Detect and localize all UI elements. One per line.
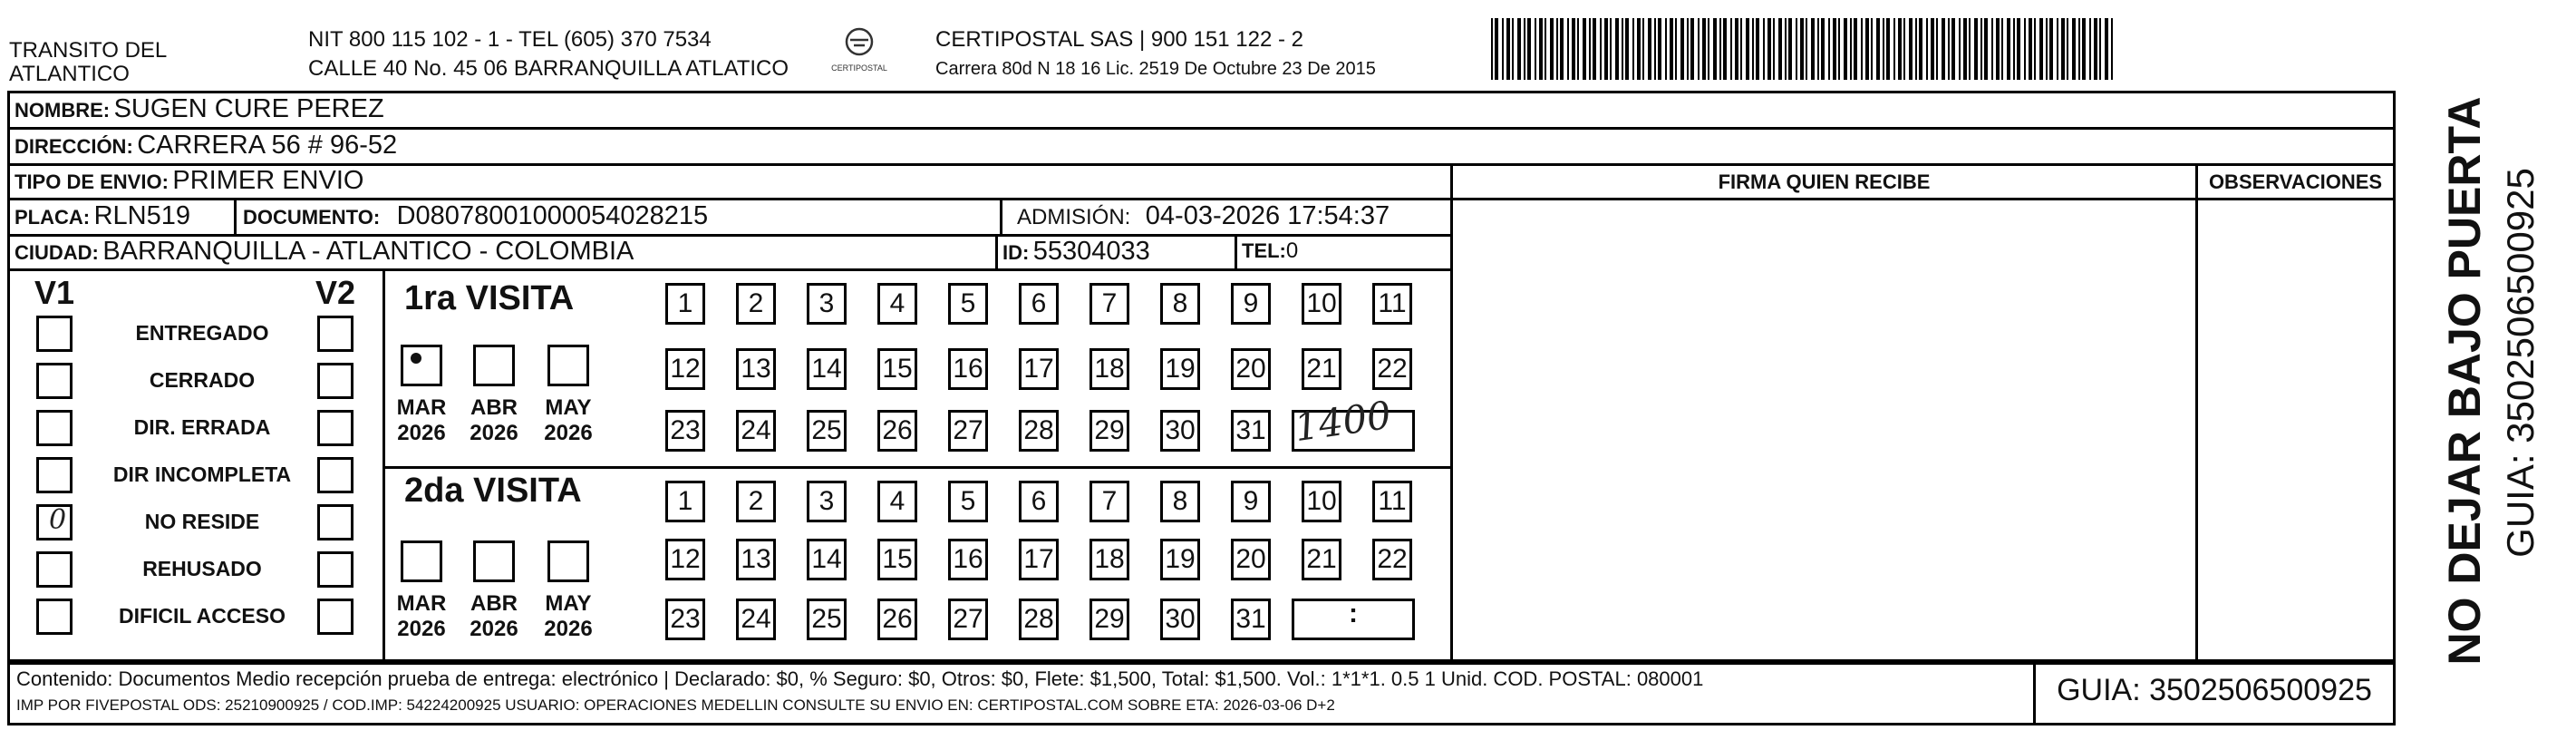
barcode-bar [1610,18,1612,80]
tel-label: TEL: [1242,239,1286,262]
barcode-bar [1550,18,1554,80]
barcode-bar [1963,18,1967,80]
barcode-bar [1746,18,1749,80]
status-label: ENTREGADO [135,321,269,345]
barcode-bar [1756,18,1759,80]
status-label: DIFICIL ACCESO [118,604,286,628]
barcode-bar [1735,18,1738,80]
v2-checkbox[interactable] [317,599,353,635]
certipostal-logo-icon [816,25,906,80]
barcode-bar [2089,18,2091,80]
first-visit-day-box[interactable]: 2 [736,283,776,325]
footer-imp: IMP POR FIVEPOSTAL ODS: 25210900925 / COD.IMP: 54224200925 USUARIO: OPERACIONES MEDELLIN CONSULTE SU ENVIO EN: CERTIPOSTAL.COM SOBRE ETA: 2026-03-06 D+2 [16,696,1335,714]
first-visit-day-box[interactable]: 17 [1019,348,1059,390]
barcode-bar [1876,18,1880,80]
second-visit-day-box[interactable]: 11 [1372,481,1412,522]
second-visit-day-box[interactable]: 13 [736,539,776,580]
month-name: ABR [470,395,518,420]
month-name: MAY [545,591,592,616]
first-visit-day-box[interactable]: 25 [807,410,847,452]
barcode-bar [1926,18,1928,80]
barcode-bar [1773,18,1775,80]
month-name: MAR [396,395,447,420]
first-visit-day-box[interactable]: 15 [877,348,917,390]
barcode-bar [1567,18,1569,80]
second-visit-day-box[interactable]: 23 [665,599,705,640]
second-visit-day-box[interactable]: 24 [736,599,776,640]
v2-label: V2 [315,274,356,311]
barcode-bar [2099,18,2101,80]
v2-checkbox[interactable] [317,551,353,588]
tipo-envio-label: TIPO DE ENVIO: [15,170,169,193]
barcode-bar [1844,18,1847,80]
documento-value: D08078001000054028215 [396,201,709,230]
barcode-bar [1788,18,1792,80]
first-visit-day-box[interactable]: 26 [877,410,917,452]
barcode-bar [2039,18,2043,80]
first-visit-day-box[interactable]: 14 [807,348,847,390]
second-visit-day-box[interactable]: 5 [948,481,988,522]
second-visit-day-box[interactable]: 17 [1019,539,1059,580]
barcode-bar [1763,18,1765,80]
first-visit-day-box[interactable]: 5 [948,283,988,325]
barcode-bar [1886,18,1890,80]
barcode-bar [1828,18,1830,80]
first-visit-day-box[interactable]: 3 [807,283,847,325]
ciudad-cell [15,237,634,267]
id-label: ID: [1002,241,1030,264]
barcode-bar [1723,18,1727,80]
barcode-bar [1632,18,1634,80]
barcode-bar [1969,18,1971,80]
barcode-bar [1589,18,1591,80]
march-check-mark [402,345,430,372]
v1-checkbox[interactable] [36,316,73,352]
barcode-bar [1698,18,1700,80]
barcode-bar [1903,18,1905,80]
barcode-bar [1690,18,1694,80]
month-year: 2026 [470,617,518,641]
barcode-bar [1719,18,1721,80]
first-visit-month-label [462,395,526,446]
barcode [1491,18,2116,82]
v2-checkbox[interactable] [317,410,353,446]
placa-label: PLACA: [15,206,91,229]
month-name: ABR [470,591,518,616]
barcode-bar [1648,18,1651,80]
v1-checkbox[interactable] [36,599,73,635]
barcode-bar [1517,18,1521,80]
first-visit-day-box[interactable]: 9 [1231,283,1271,325]
barcode-bar [1951,18,1955,80]
barcode-bar [1752,18,1754,80]
month-year: 2026 [397,617,446,641]
first-visit-day-box[interactable]: 11 [1372,283,1412,325]
barcode-bar [2061,18,2065,80]
barcode-bar [1991,18,1993,80]
barcode-bar [1556,18,1558,80]
observaciones-label: OBSERVACIONES [2208,170,2383,193]
barcode-bar [1919,18,1922,80]
barcode-bar [1702,18,1706,80]
barcode-bar [1915,18,1917,80]
barcode-bar [1883,18,1884,80]
first-visit-month-checkbox[interactable] [473,345,515,386]
barcode-bar [1959,18,1961,80]
second-visit-day-box[interactable]: 10 [1302,481,1341,522]
second-visit-day-box[interactable]: 31 [1231,599,1271,640]
barcode-bar [1593,18,1596,80]
first-visit-month-label [537,395,600,446]
nit-line: NIT 800 115 102 - 1 - TEL (605) 370 7534 [308,27,712,52]
barcode-bar [1491,18,1493,80]
status-label: NO RESIDE [144,510,260,533]
month-year: 2026 [544,617,593,641]
barcode-bar [1893,18,1895,80]
barcode-bar [1577,18,1579,80]
barcode-bar [1821,18,1825,80]
barcode-bar [1730,18,1732,80]
first-visit-day-box[interactable]: 23 [665,410,705,452]
barcode-bar [1512,18,1514,80]
barcode-bar [1545,18,1546,80]
first-visit-day-box[interactable]: 28 [1019,410,1059,452]
footer-contenido: Contenido: Documentos Medio recepción prueba de entrega: electrónico | Declarado: $0, % Seguro: $0, Otros: $0, Flete: $1,500, Total: $1,500. Vol.: 1*1*1. 0.5 1 Unid. COD. POSTAL: 080001 [16,667,1704,690]
barcode-bar [2017,18,2020,80]
barcode-bar [1615,18,1619,80]
barcode-bar [1865,18,1869,80]
second-visit-day-box[interactable]: 20 [1231,539,1271,580]
no-dejar-bajo-puerta: NO DEJAR BAJO PUERTA [2439,96,2490,666]
firma-label: FIRMA QUIEN RECIBE [1718,170,1931,193]
documento-label: DOCUMENTO: [243,206,381,229]
barcode-bar [1583,18,1586,80]
month-year: 2026 [470,421,518,445]
admision-cell [1017,201,1390,231]
barcode-bar [2105,18,2108,80]
barcode-bar [2094,18,2097,80]
first-visit-day-box[interactable]: 20 [1231,348,1271,390]
barcode-bar [1524,18,1525,80]
barcode-bar [1713,18,1717,80]
barcode-bar [1572,18,1575,80]
barcode-bar [1996,18,2000,80]
tel-cell [1242,239,1298,264]
first-visit-day-box[interactable]: 1 [665,283,705,325]
second-visit-day-box[interactable]: 28 [1019,599,1059,640]
second-visit-day-box[interactable]: 21 [1302,539,1341,580]
first-visit-day-box[interactable]: 30 [1160,410,1200,452]
barcode-bar [1785,18,1787,80]
nombre-row [15,94,384,124]
second-visit-day-box[interactable]: 2 [736,481,776,522]
first-visit-month-checkbox[interactable] [547,345,589,386]
barcode-bar [1817,18,1819,80]
barcode-bar [1622,18,1623,80]
second-visit-day-box[interactable]: 14 [807,539,847,580]
v1-checkbox[interactable] [36,551,73,588]
second-visit-day-box[interactable]: 19 [1160,539,1200,580]
barcode-bar [1778,18,1782,80]
second-visit-title: 2da VISITA [404,472,582,510]
second-visit-time[interactable]: : [1349,599,1358,628]
v2-checkbox[interactable] [317,457,353,493]
nombre-value: SUGEN CURE PEREZ [113,94,384,123]
month-name: MAY [545,395,592,420]
tipo-envio-row [15,166,363,196]
ciudad-label: CIUDAD: [15,241,99,264]
first-visit-day-box[interactable]: 27 [948,410,988,452]
barcode-bar [1600,18,1602,80]
first-visit-day-box[interactable]: 18 [1089,348,1129,390]
address-line: CALLE 40 No. 45 06 BARRANQUILLA ATLATICO [308,56,789,81]
first-visit-time-handwritten: 1400 [1292,392,1394,451]
second-visit-month-label [537,591,600,642]
v1-checkbox[interactable] [36,457,73,493]
barcode-bar [1974,18,1978,80]
second-visit-day-box[interactable]: 6 [1019,481,1059,522]
documento-cell [243,201,708,231]
direccion-row [15,131,397,161]
tipo-envio-value: PRIMER ENVIO [172,166,364,195]
second-visit-day-box[interactable]: 29 [1089,599,1129,640]
barcode-bar [1740,18,1742,80]
first-visit-day-box[interactable]: 19 [1160,348,1200,390]
barcode-bar [1871,18,1873,80]
first-visit-day-box[interactable]: 4 [877,283,917,325]
second-visit-day-box[interactable]: 4 [877,481,917,522]
tel-value: 0 [1285,239,1299,263]
first-visit-day-box[interactable]: 31 [1231,410,1271,452]
barcode-bar [1980,18,1982,80]
second-visit-day-box[interactable]: 16 [948,539,988,580]
barcode-bar [1687,18,1689,80]
barcode-bar [1833,18,1836,80]
second-visit-day-box[interactable]: 12 [665,539,705,580]
second-visit-day-box[interactable]: 1 [665,481,705,522]
first-visit-day-box[interactable]: 7 [1089,283,1129,325]
second-visit-month-label [390,591,453,642]
first-visit-day-box[interactable]: 29 [1089,410,1129,452]
barcode-bar [2067,18,2068,80]
barcode-bar [1495,18,1498,80]
first-visit-day-box[interactable]: 16 [948,348,988,390]
barcode-bar [2049,18,2053,80]
v1-label: V1 [34,274,75,311]
first-visit-day-box[interactable]: 6 [1019,283,1059,325]
status-label: DIR INCOMPLETA [112,462,292,486]
month-year: 2026 [544,421,593,445]
barcode-bar [2057,18,2058,80]
first-visit-day-box[interactable]: 8 [1160,283,1200,325]
second-visit-day-box[interactable]: 30 [1160,599,1200,640]
second-visit-day-box[interactable]: 15 [877,539,917,580]
second-visit-day-box[interactable]: 7 [1089,481,1129,522]
barcode-bar [1861,18,1863,80]
second-visit-day-box[interactable]: 18 [1089,539,1129,580]
barcode-bar [1604,18,1608,80]
second-visit-day-box[interactable]: 3 [807,481,847,522]
barcode-bar [2001,18,2003,80]
direccion-value: CARRERA 56 # 96-52 [137,131,398,160]
direccion-label: DIRECCIÓN: [15,135,133,158]
v1-checkbox[interactable] [36,410,73,446]
second-visit-month-label [462,591,526,642]
status-label: DIR. ERRADA [133,415,271,439]
barcode-bar [1527,18,1531,80]
barcode-bar [1675,18,1677,80]
barcode-bar [1931,18,1934,80]
certipostal-logo [816,25,906,80]
first-visit-title: 1ra VISITA [404,279,575,317]
first-visit-day-box[interactable]: 24 [736,410,776,452]
barcode-bar [2029,18,2032,80]
barcode-bar [1506,18,1510,80]
carrier-line: CERTIPOSTAL SAS | 900 151 122 - 2 [935,27,1303,52]
barcode-bar [1806,18,1807,80]
company-name-line2: ATLANTICO [9,62,130,86]
v1-handwritten-mark: 0 [49,504,67,536]
status-label: REHUSADO [142,557,262,580]
placa-cell [15,201,190,231]
footer-guia: GUIA: 3502506500925 [2057,673,2372,707]
v1-checkbox[interactable] [36,363,73,399]
first-visit-day-box[interactable]: 12 [665,348,705,390]
admision-label: ADMISIÓN: [1017,205,1131,229]
barcode-bar [1560,18,1564,80]
second-visit-day-box[interactable]: 27 [948,599,988,640]
barcode-bar [1942,18,1945,80]
barcode-bar [1708,18,1709,80]
barcode-bar [1654,18,1656,80]
month-year: 2026 [397,421,446,445]
month-name: MAR [396,591,447,616]
barcode-bar [2034,18,2036,80]
first-visit-month-label [390,395,453,446]
barcode-bar [1850,18,1852,80]
placa-value: RLN519 [93,201,190,230]
barcode-bar [1637,18,1641,80]
first-visit-day-box[interactable]: 22 [1372,348,1412,390]
barcode-bar [2013,18,2015,80]
barcode-bar [1898,18,1902,80]
ciudad-value: BARRANQUILLA - ATLANTICO - COLOMBIA [102,237,634,266]
barcode-bar [1854,18,1857,80]
second-visit-month-checkbox[interactable] [547,540,589,582]
barcode-bar [1800,18,1804,80]
barcode-bar [1948,18,1950,80]
v2-checkbox[interactable] [317,504,353,540]
second-visit-day-box[interactable]: 9 [1231,481,1271,522]
barcode-bar [2072,18,2076,80]
barcode-bar [2046,18,2048,80]
side-guia: GUIA: 3502506500925 [2499,168,2542,558]
second-visit-day-box[interactable]: 25 [807,599,847,640]
barcode-bar [2082,18,2086,80]
first-visit-day-box[interactable]: 10 [1302,283,1341,325]
barcode-bar [1502,18,1504,80]
status-label: CERRADO [149,368,256,392]
svg-text:CERTIPOSTAL: CERTIPOSTAL [831,63,887,73]
v2-checkbox[interactable] [317,363,353,399]
barcode-bar [1539,18,1543,80]
id-cell [1002,237,1150,267]
company-name-line1: TRANSITO DEL [9,38,168,63]
barcode-bar [1909,18,1913,80]
barcode-bar [1680,18,1684,80]
second-visit-day-box[interactable]: 22 [1372,539,1412,580]
barcode-bar [1811,18,1815,80]
id-value: 55304033 [1032,237,1150,266]
barcode-bar [1658,18,1661,80]
barcode-bar [2024,18,2026,80]
barcode-bar [1796,18,1797,80]
barcode-bar [1936,18,1938,80]
barcode-bar [1625,18,1629,80]
second-visit-day-box[interactable]: 26 [877,599,917,640]
carrier-address-line: Carrera 80d N 18 16 Lic. 2519 De Octubre 23 De 2015 [935,59,1376,79]
admision-value: 04-03-2026 17:54:37 [1145,201,1390,230]
second-visit-month-checkbox[interactable] [473,540,515,582]
barcode-bar [2111,18,2113,80]
barcode-bar [2078,18,2080,80]
barcode-bar [2007,18,2010,80]
barcode-bar [1642,18,1644,80]
barcode-bar [1767,18,1771,80]
first-visit-day-box[interactable]: 21 [1302,348,1341,390]
barcode-bar [1984,18,1988,80]
barcode-bar [1670,18,1673,80]
second-visit-month-checkbox[interactable] [401,540,442,582]
second-visit-day-box[interactable]: 8 [1160,481,1200,522]
barcode-bar [1665,18,1667,80]
v2-checkbox[interactable] [317,316,353,352]
barcode-bar [1535,18,1536,80]
barcode-bar [1838,18,1840,80]
nombre-label: NOMBRE: [15,99,111,122]
first-visit-day-box[interactable]: 13 [736,348,776,390]
